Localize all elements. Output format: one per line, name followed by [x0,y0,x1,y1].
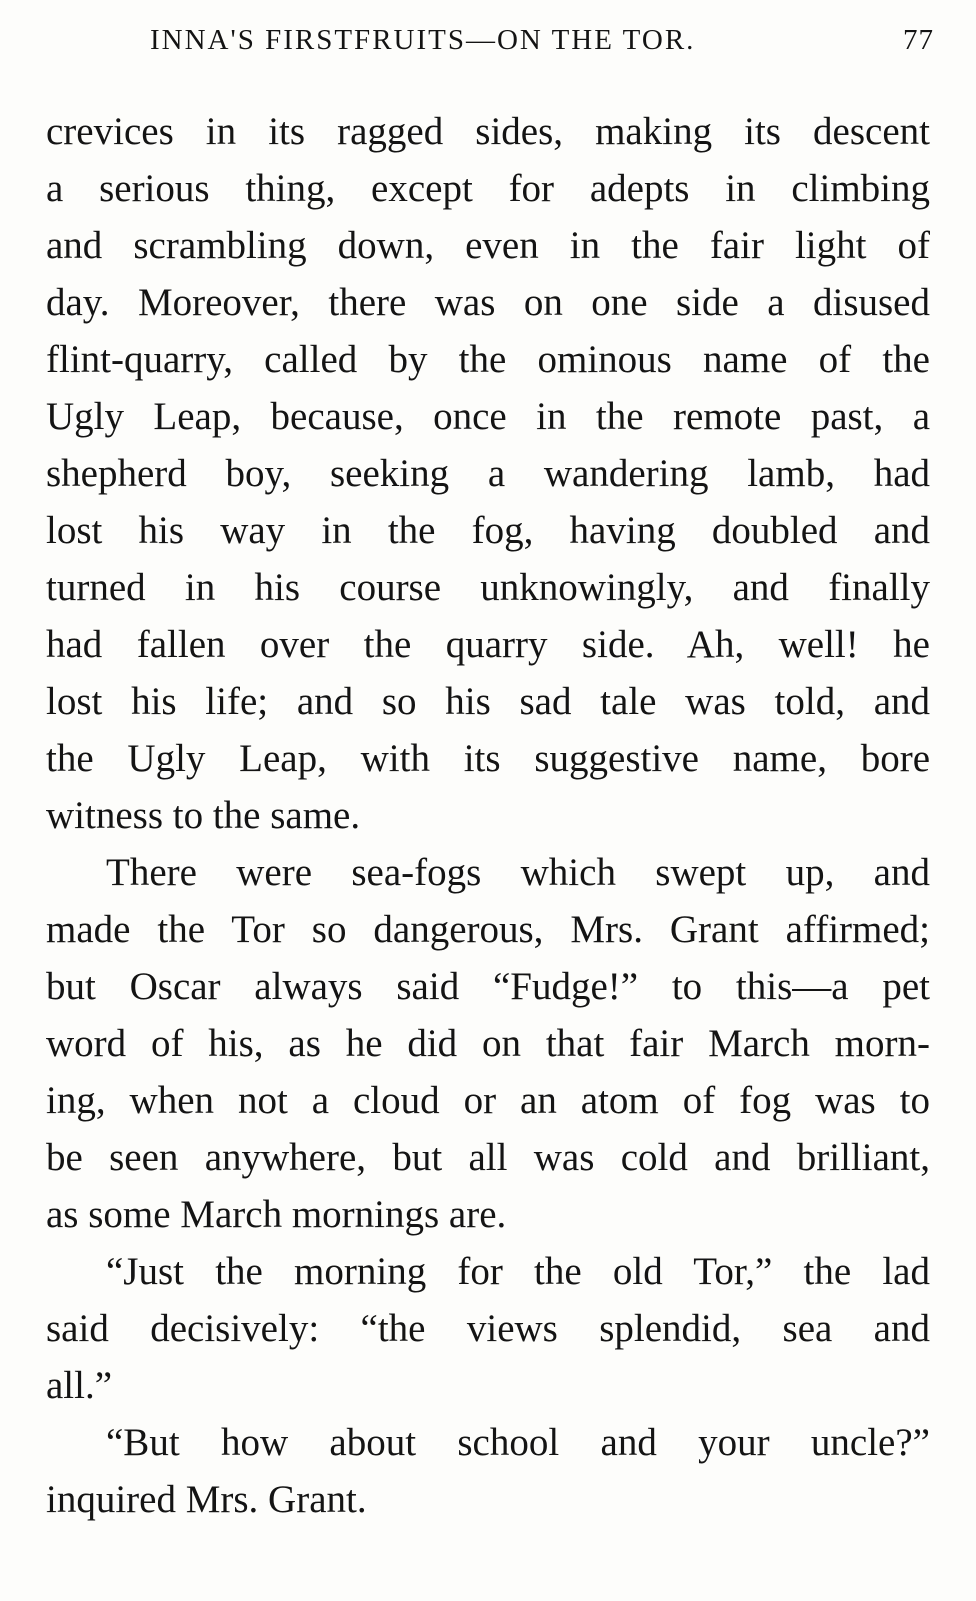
text-line: witness to the same. [46,794,361,837]
text-line: “But how about school and your uncle?” [106,1421,930,1464]
text-line: Ugly Leap, because, once in the remote past, a [46,395,930,438]
page-number: 77 [903,24,934,56]
text-line: ing, when not a cloud or an atom of fog was to [46,1079,930,1122]
text-line: day. Moreover, there was on one side a disused [46,281,930,324]
text-line: There were sea-fogs which swept up, and [106,851,930,894]
text-line: flint-quarry, called by the ominous name of the [46,338,930,381]
page-header [46,24,934,64]
body-text [46,103,930,1528]
text-line: be seen anywhere, but all was cold and brilliant, [46,1136,930,1179]
text-line: the Ugly Leap, with its suggestive name, bore [46,737,930,780]
text-line: all.” [46,1364,113,1407]
text-line: said decisively: “the views splendid, sea and [46,1307,930,1350]
text-line: had fallen over the quarry side. Ah, well! he [46,623,930,666]
text-line: shepherd boy, seeking a wandering lamb, had [46,452,930,495]
text-line: lost his way in the fog, having doubled and [46,509,930,552]
text-line: as some March mornings are. [46,1193,507,1236]
text-line: turned in his course unknowingly, and finally [46,566,930,609]
running-head: INNA'S FIRSTFRUITS—ON THE TOR. [150,24,696,56]
text-line: and scrambling down, even in the fair light of [46,224,930,267]
text-line: lost his life; and so his sad tale was told, and [46,680,930,723]
text-line: a serious thing, except for adepts in climbing [46,167,930,210]
text-line: crevices in its ragged sides, making its descent [46,110,930,153]
text-line: inquired Mrs. Grant. [46,1478,367,1521]
text-line: made the Tor so dangerous, Mrs. Grant affirmed; [46,908,930,951]
text-line: “Just the morning for the old Tor,” the lad [106,1250,930,1293]
text-line: word of his, as he did on that fair March morn- [46,1022,930,1065]
text-line: but Oscar always said “Fudge!” to this—a pet [46,965,930,1008]
